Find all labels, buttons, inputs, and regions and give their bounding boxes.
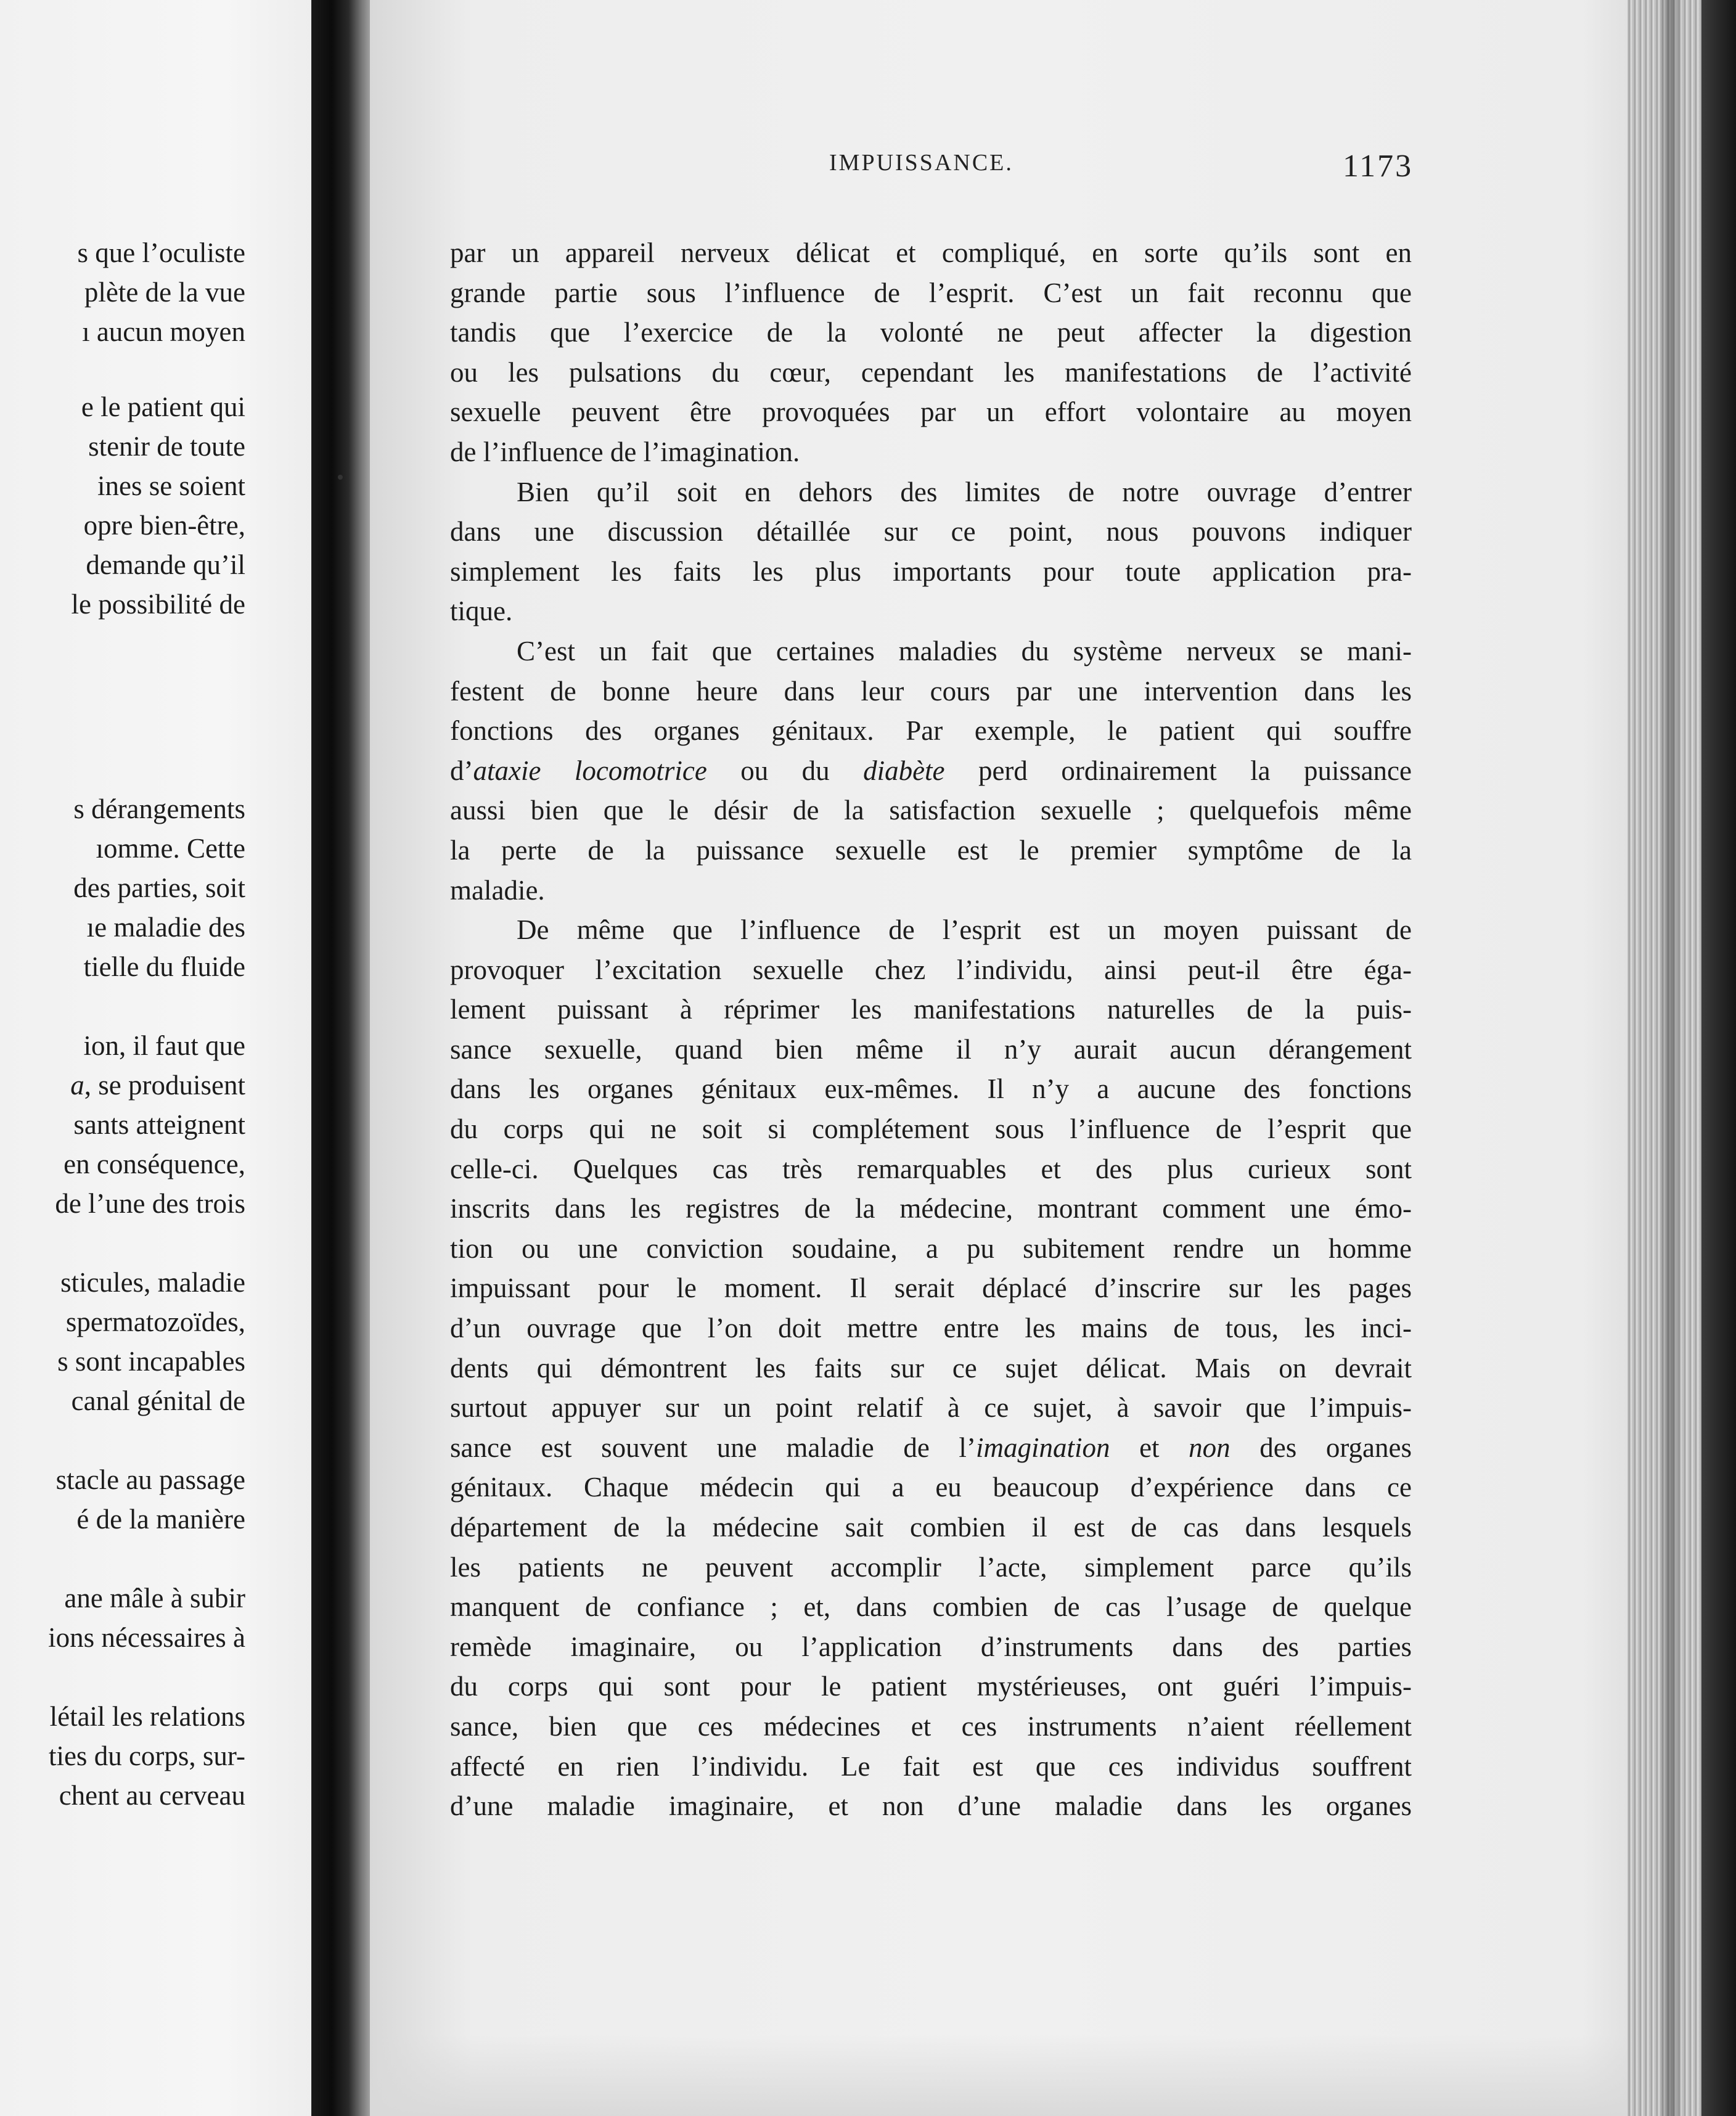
body-line: lement puissant à réprimer les manifestations naturelles de la puis- [450,994,1412,1025]
body-line: génitaux. Chaque médecin qui a eu beaucoup d’expérience dans ce [450,1472,1412,1503]
left-page-line: ıe maladie des [86,912,245,943]
body-line: tandis que l’exercice de la volonté ne peut affecter la digestion [450,317,1412,348]
body-line: ou les pulsations du cœur, cependant les manifestations de l’activité [450,356,1412,388]
italic-term: ataxie locomotrice [473,755,707,786]
body-line: de l’influence de l’imagination. [450,436,800,467]
body-line: manquent de confiance ; et, dans combien de cas l’usage de quelque [450,1591,1412,1623]
left-page-line: chent au cerveau [59,1780,245,1811]
left-page-line: plète de la vue [84,277,245,308]
body-line: provoquer l’excitation sexuelle chez l’individu, ainsi peut-il être éga- [450,954,1412,985]
left-page-line: opre bien-être, [83,510,245,541]
left-page-line: ıomme. Cette [96,833,245,864]
left-page-line: stenir de toute [88,431,245,462]
body-line: C’est un fait que certaines maladies du système nerveux se mani- [517,635,1412,666]
body-line: la perte de la puissance sexuelle est le premier symptôme de la [450,834,1412,866]
left-page-line: tielle du fluide [83,951,245,982]
left-page-line: e le patient qui [81,392,245,422]
body-line: festent de bonne heure dans leur cours par une intervention dans les [450,675,1412,707]
left-page-line: s sont incapables [57,1346,245,1377]
body-line: d’ataxie locomotrice ou du diabète perd ordinairement la puissance [450,755,1412,786]
body-line: tion ou une conviction soudaine, a pu subitement rendre un homme [450,1232,1412,1264]
left-page-line: létail les relations [49,1701,245,1732]
body-line: sance, bien que ces médecines et ces instruments n’aient réellement [450,1710,1412,1742]
left-page-line: ane mâle à subir [64,1583,245,1614]
left-page-line: sticules, maladie [60,1267,245,1298]
left-page [0,0,321,2116]
left-page-line: s que l’oculiste [77,237,245,268]
running-header-title: IMPUISSANCE. [829,150,1013,176]
body-line: surtout appuyer sur un point relatif à ce sujet, à savoir que l’impuis- [450,1392,1412,1424]
dust-speck [338,475,343,480]
left-page-line: stacle au passage [55,1464,245,1495]
body-line: simplement les faits les plus importants pour toute application pra- [450,556,1412,587]
page-bottom-shade [370,2035,1640,2116]
body-line: tique. [450,596,513,627]
left-page-line: canal génital de [71,1385,245,1416]
left-page-line: s dérangements [73,794,245,824]
body-line: dans une discussion détaillée sur ce point, nous pouvons indiquer [450,516,1412,547]
page-edge-shadow [1658,0,1683,2116]
body-line: sance sexuelle, quand bien même il n’y aurait aucun dérangement [450,1033,1412,1065]
left-page-line: en conséquence, [63,1149,245,1179]
body-line: De même que l’influence de l’esprit est un moyen puissant de [517,914,1412,946]
body-line: dents qui démontrent les faits sur ce sujet délicat. Mais on devrait [450,1352,1412,1384]
italic-term: diabète [863,755,945,786]
left-page-line: le possibilité de [71,589,245,620]
body-line: celle-ci. Quelques cas très remarquables et des plus curieux sont [450,1153,1412,1184]
body-line: remède imaginaire, ou l’application d’instruments dans des parties [450,1631,1412,1662]
body-line: grande partie sous l’influence de l’esprit. C’est un fait reconnu que [450,277,1412,308]
body-line: maladie. [450,874,545,906]
body-line: Bien qu’il soit en dehors des limites de notre ouvrage d’entrer [517,476,1412,507]
left-page-line: ion, il faut que [83,1030,245,1061]
body-line: par un appareil nerveux délicat et compliqué, en sorte qu’ils sont en [450,237,1412,268]
left-page-text [0,0,321,2116]
left-page-line: des parties, soit [73,872,245,903]
body-line: département de la médecine sait combien il est de cas dans lesquels [450,1512,1412,1543]
left-page-line: é de la manière [76,1504,245,1535]
body-line: sexuelle peuvent être provoquées par un effort volontaire au moyen [450,396,1412,428]
body-line: inscrits dans les registres de la médecine, montrant comment une émo- [450,1193,1412,1224]
italic-term: a [70,1070,84,1101]
left-page-line: spermatozoïdes, [65,1306,245,1337]
body-line: affecté en rien l’individu. Le fait est que ces individus souffrent [450,1750,1412,1782]
left-page-line: ties du corps, sur- [48,1741,245,1771]
body-line: dans les organes génitaux eux-mêmes. Il n’y a aucune des fonctions [450,1073,1412,1105]
body-line: sance est souvent une maladie de l’imagination et non des organes [450,1432,1412,1463]
book-cover-edge [1701,0,1736,2116]
book-gutter-shadow [311,0,379,2116]
left-page-line: sants atteignent [73,1109,245,1140]
left-page-line: demande qu’il [86,549,245,580]
left-page-line: de l’une des trois [55,1188,245,1219]
body-text [450,233,1412,1826]
body-line: d’une maladie imaginaire, et non d’une maladie dans les organes [450,1790,1412,1822]
body-line: fonctions des organes génitaux. Par exemple, le patient qui souffre [450,715,1412,747]
page-number: 1173 [1343,149,1414,184]
left-page-line: ı aucun moyen [82,316,245,347]
left-page-line: ines se soient [97,470,245,501]
body-line: du corps qui sont pour le patient mystérieuses, ont guéri l’impuis- [450,1671,1412,1702]
body-line: aussi bien que le désir de la satisfaction sexuelle ; quelquefois même [450,795,1412,826]
left-page-line: a, se produisent [70,1070,245,1101]
body-line: du corps qui ne soit si complétement sous l’influence de l’esprit que [450,1113,1412,1145]
italic-term: non [1189,1432,1230,1463]
italic-term: imagination [975,1432,1110,1463]
body-line: d’un ouvrage que l’on doit mettre entre les mains de tous, les inci- [450,1313,1412,1344]
body-line: les patients ne peuvent accomplir l’acte, simplement parce qu’ils [450,1551,1412,1583]
body-line: impuissant pour le moment. Il serait déplacé d’inscrire sur les pages [450,1273,1412,1304]
left-page-line: ions nécessaires à [48,1622,245,1653]
